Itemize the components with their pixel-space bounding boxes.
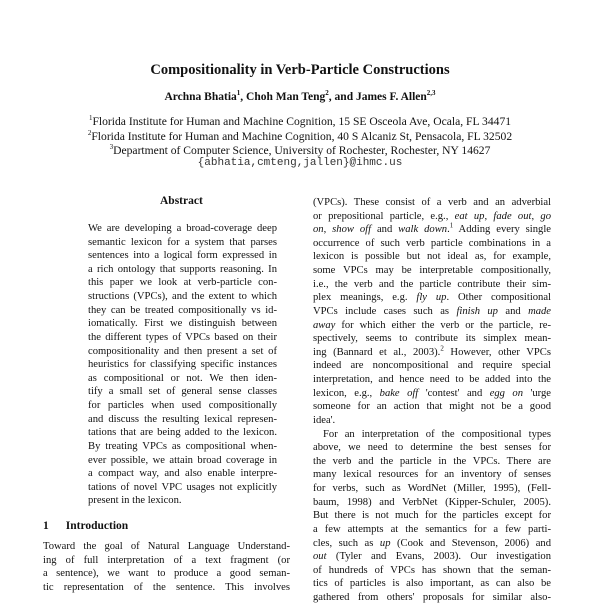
text-segment: tics of particles is also important, as can also be xyxy=(313,578,551,590)
text-segment: Toward the goal of Natural Language Understand- xyxy=(43,541,290,552)
text-line xyxy=(313,373,551,387)
text-segment: tify a small set of general sense classes xyxy=(88,386,277,398)
text-line xyxy=(313,455,551,469)
italic-text: fly up xyxy=(416,292,447,304)
text-segment: But there is not much for the particles except for xyxy=(313,510,551,522)
text-segment: compositionality and then present a set of xyxy=(88,345,277,357)
italic-text: eat up xyxy=(454,210,485,222)
author-affiliation-mark: 1 xyxy=(236,89,241,97)
text-segment: tations that are being added to the lexicon. xyxy=(88,427,277,439)
text-line xyxy=(88,304,277,318)
text-segment: sentences into a logical form expressed in xyxy=(88,250,277,262)
text-segment: By treating VPCs as compositional when- xyxy=(88,440,277,452)
italic-text: bake off xyxy=(379,387,419,399)
separator: , and xyxy=(328,90,356,103)
text-segment: 'urge xyxy=(523,387,551,399)
author-name: Archna Bhatia xyxy=(164,90,237,103)
text-line xyxy=(88,290,277,304)
text-line xyxy=(313,319,551,333)
footnote-marker: 2 xyxy=(440,344,444,353)
text-line xyxy=(88,331,277,345)
text-segment: (VPCs). These consist of a verb and an adverbial xyxy=(313,197,551,208)
text-segment: someone for an action that might not be a good xyxy=(313,401,551,413)
text-line xyxy=(313,441,551,455)
text-segment: this paper we look at verb-particle con- xyxy=(88,277,277,289)
text-line xyxy=(313,564,551,578)
text-segment: baum, 1998) and VerbNet (Kipper-Schuler, 2005). xyxy=(313,496,551,508)
text-segment: for particles when used compositionally xyxy=(88,400,277,412)
affiliation xyxy=(0,129,600,143)
text-segment: iomatically. First we distinguish between xyxy=(88,318,277,330)
author-emails: {abhatia,cmteng,jallen}@ihmc.us xyxy=(197,157,403,169)
italic-text: egg on xyxy=(489,387,524,399)
author-affiliation-mark: 2,3 xyxy=(426,89,436,97)
text-line xyxy=(313,346,551,360)
text-line xyxy=(313,537,551,551)
text-segment: (Cook and Stevenson, 2006) and xyxy=(390,537,552,549)
text-line xyxy=(88,236,277,250)
italic-text: fade out xyxy=(493,210,532,222)
section-title: Introduction xyxy=(65,520,129,532)
footnote-marker: 1 xyxy=(449,221,454,230)
text-segment: they can be treated compositionally vs id- xyxy=(88,304,277,316)
text-segment: , xyxy=(323,224,333,236)
author-name: Choh Man Teng xyxy=(246,90,326,103)
text-segment: idea'. xyxy=(313,414,336,426)
text-line xyxy=(313,210,551,224)
italic-text: out xyxy=(313,551,327,563)
text-line xyxy=(313,305,551,319)
affiliation xyxy=(0,143,600,157)
text-line xyxy=(88,467,277,481)
affiliation-mark: 3 xyxy=(109,143,114,151)
italic-text: made xyxy=(528,305,552,317)
text-line xyxy=(88,385,277,399)
text-line xyxy=(88,426,277,440)
affiliation-mark: 2 xyxy=(87,129,92,137)
text-line xyxy=(313,428,551,442)
text-segment: tic representation of the sentence. This involves xyxy=(43,581,290,593)
text-segment: . xyxy=(447,224,450,236)
text-segment: interpretation, and hence need to be added into the xyxy=(313,374,551,386)
text-segment: , xyxy=(531,210,541,222)
text-segment: . Other compositional xyxy=(446,292,552,304)
text-line xyxy=(313,468,551,482)
text-line xyxy=(88,317,277,331)
text-line xyxy=(313,387,551,401)
text-segment: For an interpretation of the compositional types xyxy=(323,428,551,440)
text-segment: and xyxy=(497,305,529,317)
text-line xyxy=(88,454,277,468)
text-line xyxy=(88,276,277,290)
text-segment: i.e., the verb and the particle contribute their sim- xyxy=(313,278,551,290)
text-segment: structions (VPCs), and the extent to which xyxy=(88,291,277,303)
text-segment: occurrence of such verb particle combinations in a xyxy=(313,237,551,249)
text-segment: cles, such as xyxy=(313,537,380,549)
section-number: 1 xyxy=(43,520,49,532)
italic-text: finish up xyxy=(456,305,498,317)
text-segment: some VPCs may be interpretable compositionally, xyxy=(313,265,551,277)
text-segment: a sentence), we want to produce a good seman- xyxy=(43,568,290,580)
text-segment: and xyxy=(371,224,399,236)
text-segment: plex meanings, e.g. xyxy=(313,292,417,304)
text-segment: of hundreds of VPCs has shown that the seman- xyxy=(313,564,551,576)
text-segment: above, we need to determine the best senses for xyxy=(313,442,551,454)
text-segment: heuristics for classifying specific instances xyxy=(88,359,277,371)
text-line xyxy=(88,222,277,236)
text-segment: for which either the verb or the particle, re- xyxy=(335,319,551,331)
affiliation-text: Department of Computer Science, University of Rochester, Rochester, NY 14627 xyxy=(113,143,491,157)
text-line xyxy=(43,581,290,595)
text-segment: VPCs include cases such as xyxy=(313,305,457,317)
author-list xyxy=(0,89,600,103)
abstract-heading: Abstract xyxy=(160,195,203,207)
text-line xyxy=(88,372,277,386)
text-segment: We are developing a broad-coverage deep xyxy=(88,223,277,234)
text-segment: ing (Bannard et al., 2003). xyxy=(313,346,441,358)
text-line xyxy=(88,440,277,454)
text-segment: gathered from others' proposals for similar also- xyxy=(313,591,551,603)
author-name: James F. Allen xyxy=(355,90,427,103)
text-line xyxy=(313,359,551,373)
text-line xyxy=(43,540,290,554)
text-line xyxy=(88,413,277,427)
text-line xyxy=(313,237,551,251)
text-segment: 'contest' and xyxy=(418,387,490,399)
text-segment: ever possible, we attain broad coverage in xyxy=(88,454,277,466)
text-line xyxy=(313,291,551,305)
text-segment: a compact way, and also enable interpre- xyxy=(88,468,277,480)
text-segment: lexicon, e.g., xyxy=(313,387,380,399)
affiliation xyxy=(0,114,600,128)
text-line xyxy=(313,223,551,237)
text-line xyxy=(313,196,551,210)
italic-text: on xyxy=(313,224,324,236)
section-heading-introduction xyxy=(43,520,128,532)
text-line xyxy=(313,550,551,564)
text-line xyxy=(313,278,551,292)
text-line xyxy=(43,567,290,581)
text-line xyxy=(88,345,277,359)
text-segment: present in the lexicon. xyxy=(88,495,182,507)
text-segment: semantic lexicon for a system that parses xyxy=(88,236,277,248)
author-affiliation-mark: 2 xyxy=(325,89,329,97)
text-segment: indeed are noncompositional and require special xyxy=(313,360,551,372)
text-segment: , xyxy=(484,210,494,222)
text-segment: However, other VPCs xyxy=(443,346,551,358)
text-segment: a few attempts at the semantics for a few parti- xyxy=(313,523,551,535)
text-segment: many lexical resources for an inventory of senses xyxy=(313,469,551,481)
text-segment: spectively, seems to contribute its simplex mean- xyxy=(313,333,551,345)
text-line xyxy=(88,481,277,495)
text-line xyxy=(88,263,277,277)
text-line xyxy=(313,414,551,428)
text-segment: the verb and the particle in the VPCs. There are xyxy=(313,455,551,467)
text-line xyxy=(313,496,551,510)
text-segment: and discuss the resulting lexical represen- xyxy=(88,413,277,425)
text-line xyxy=(88,399,277,413)
italic-text: away xyxy=(313,319,336,331)
affiliation-text: Florida Institute for Human and Machine Cognition, 40 S Alcaniz St, Pensacola, FL 32502 xyxy=(91,129,513,143)
text-segment: tations of novel VPC usages not explicitly xyxy=(88,481,277,493)
text-line xyxy=(313,400,551,414)
text-segment: a rich ontology that supports reasoning. In xyxy=(88,263,277,275)
paper-title: Compositionality in Verb-Particle Constructions xyxy=(150,62,450,78)
text-segment: ing of full interpretation of a text fragment (or xyxy=(43,554,290,566)
italic-text: up xyxy=(379,537,391,549)
text-line xyxy=(313,509,551,523)
text-line xyxy=(313,250,551,264)
text-line xyxy=(313,332,551,346)
text-line xyxy=(88,358,277,372)
text-segment: Adding every single xyxy=(453,224,551,236)
text-line xyxy=(313,591,551,605)
affiliation-text: Florida Institute for Human and Machine Cognition, 15 SE Osceola Ave, Ocala, FL 34471 xyxy=(92,114,512,128)
text-segment: for verbs, such as WordNet (Miller, 1995), (Fell- xyxy=(313,483,551,495)
text-line xyxy=(313,577,551,591)
text-line xyxy=(43,554,290,568)
text-line xyxy=(313,482,551,496)
text-line xyxy=(88,494,277,508)
text-line xyxy=(313,523,551,537)
text-segment: as compositional or not. We then iden- xyxy=(88,372,277,384)
italic-text: show off xyxy=(332,224,372,236)
text-segment: lexicon is possible but not ideal as, for example, xyxy=(313,251,551,263)
italic-text: walk down xyxy=(398,224,448,236)
text-segment: (Tyler and Evans, 2003). Our investigation xyxy=(326,551,551,563)
text-segment: the different types of VPCs based on their xyxy=(88,331,277,343)
text-line xyxy=(313,264,551,278)
affiliation-mark: 1 xyxy=(88,114,93,122)
italic-text: go xyxy=(540,210,551,222)
text-segment: or prepositional particle, e.g., xyxy=(313,210,455,222)
text-line xyxy=(88,249,277,263)
separator: , xyxy=(240,90,247,103)
